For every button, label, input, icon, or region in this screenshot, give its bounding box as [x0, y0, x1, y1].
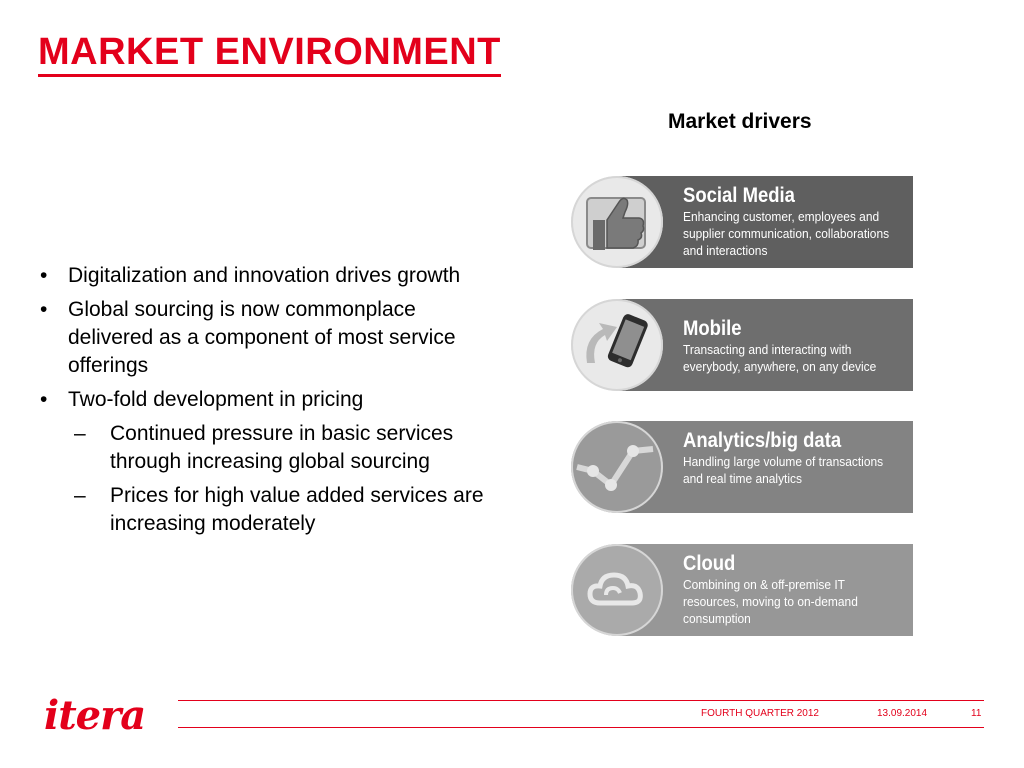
footer-divider-top [178, 700, 984, 701]
bullet-item [36, 262, 506, 290]
bullet-item [36, 386, 506, 414]
thumbs-up-icon [571, 176, 663, 268]
driver-description: Enhancing customer, employees and supplier communication, collaborations and interactions [683, 209, 890, 258]
driver-mobile [571, 299, 913, 391]
bullet-list [36, 262, 506, 544]
sub-bullet-marker: – [74, 422, 86, 445]
driver-title: Social Media [683, 184, 795, 207]
driver-social-media [571, 176, 913, 268]
driver-title: Cloud [683, 552, 736, 575]
smartphone-icon [571, 299, 663, 391]
sub-bullet-text: Continued pressure in basic services through increasing global sourcing [110, 422, 454, 473]
driver-title: Mobile [683, 317, 742, 340]
sub-bullet-marker: – [74, 484, 86, 507]
footer-divider-bottom [178, 727, 984, 728]
cloud-icon [571, 544, 663, 636]
bullet-marker: • [40, 264, 48, 287]
footer-date: 13.09.2014 [877, 708, 928, 719]
driver-description: Handling large volume of transactions and real time analytics [683, 454, 884, 486]
driver-description: Transacting and interacting with everybody, anywhere, on any device [683, 342, 877, 374]
section-subtitle: Market drivers [668, 110, 812, 133]
bullet-marker: • [40, 298, 48, 321]
bullet-marker: • [40, 388, 48, 411]
sub-bullet-text: Prices for high value added services are increasing moderately [110, 484, 484, 535]
page-number: 11 [971, 708, 982, 719]
itera-logo: itera [44, 692, 146, 739]
bullet-text: Two-fold development in pricing [68, 388, 364, 411]
driver-text [683, 552, 907, 627]
page-title: MARKET ENVIRONMENT [38, 30, 501, 77]
sub-bullet-item [36, 482, 506, 538]
driver-title: Analytics/big data [683, 429, 842, 452]
driver-description: Combining on & off-premise IT resources, moving to on-demand consumption [683, 577, 858, 626]
driver-analytics [571, 421, 913, 513]
bullet-item [36, 296, 506, 380]
driver-text [683, 429, 907, 487]
driver-cloud [571, 544, 913, 636]
bullet-text: Global sourcing is now commonplace delivered as a component of most service offerings [68, 298, 456, 377]
driver-text [683, 184, 907, 259]
sub-bullet-item [36, 420, 506, 476]
footer-period: FOURTH QUARTER 2012 [701, 708, 819, 719]
bullet-text: Digitalization and innovation drives growth [68, 264, 461, 287]
trend-chart-icon [571, 421, 663, 513]
driver-text [683, 317, 907, 375]
